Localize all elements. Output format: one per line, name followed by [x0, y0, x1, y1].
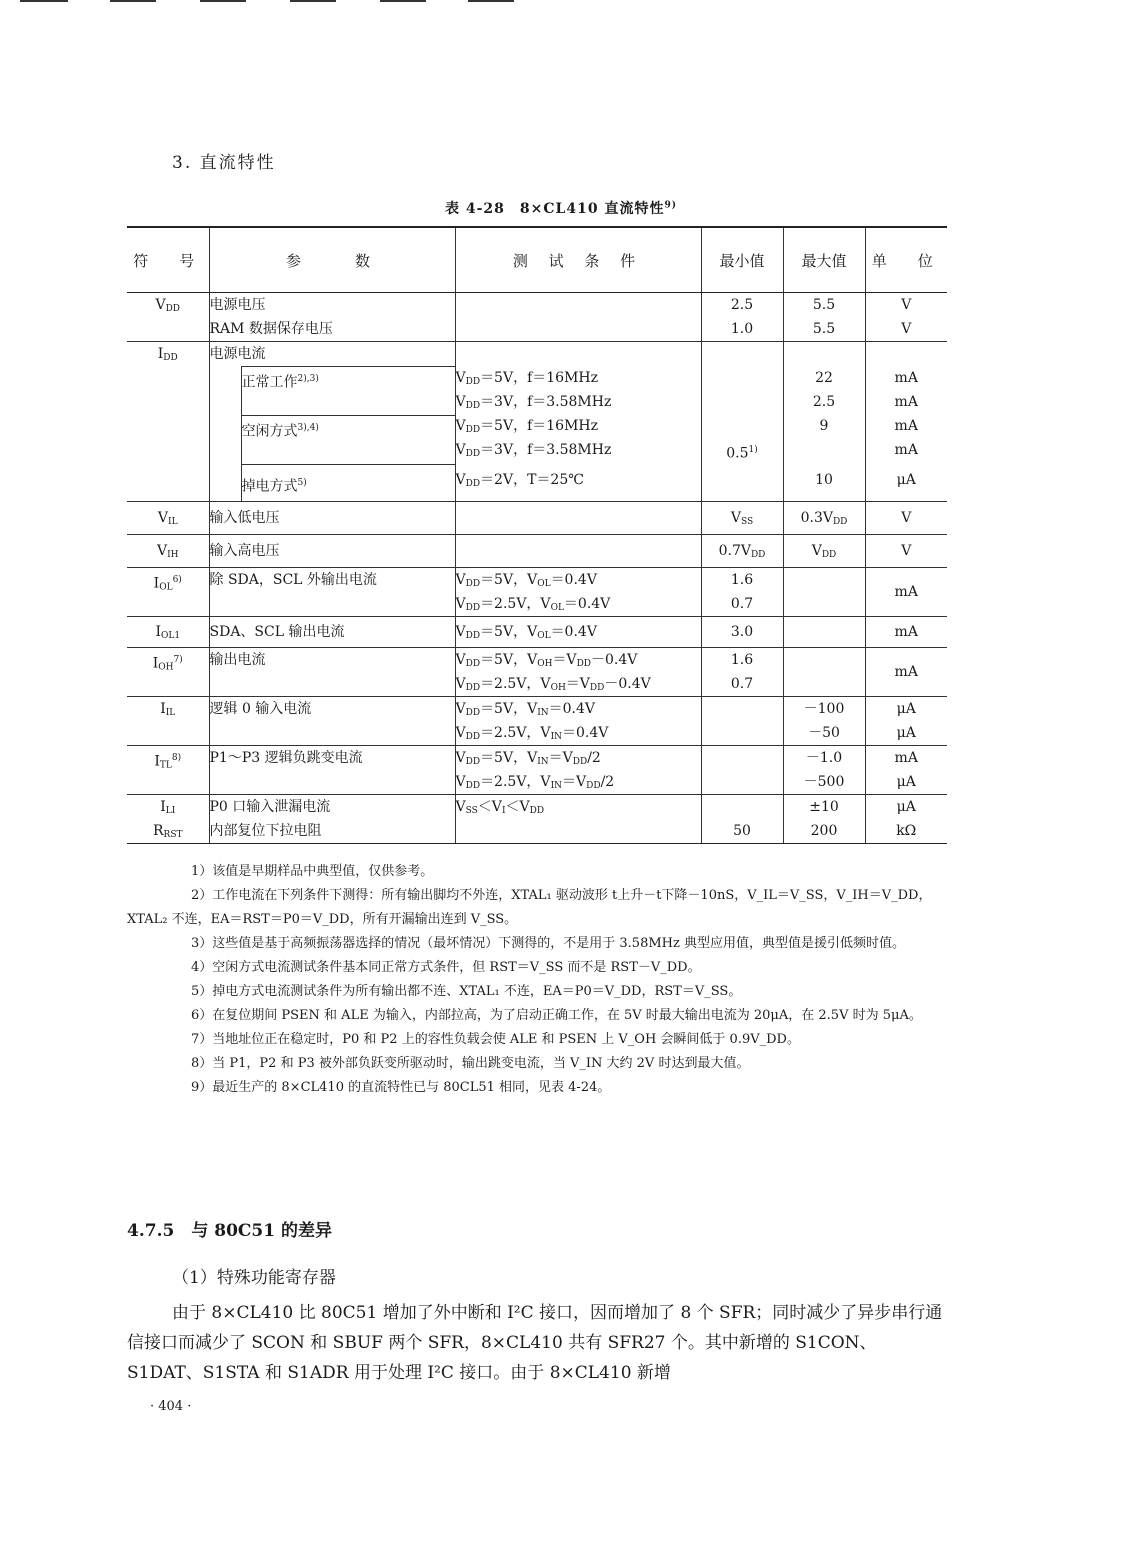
body-paragraph-text: 由于 8×CL410 比 80C51 增加了外中断和 I²C 接口，因而增加了 8 个 SFR；同时减少了异步串行通信接口而减少了 SCON 和 SBUF 两个 SFR，8×CL410 共有 SFR27 个。其中新增的 S1CON、S1DAT、S1STA 和 S1ADR 用于处理 I²C 接口。由于 8×CL410 新增: [127, 1303, 943, 1383]
cell-max: ±10 200: [783, 795, 865, 844]
cell-parameter: 逻辑 0 输入电流: [209, 697, 455, 746]
cell-symbol: $I_{OH}^{7)}$: [127, 648, 209, 697]
table-row: [127, 795, 947, 844]
cell-max: [783, 648, 865, 697]
cell-min: [701, 697, 783, 746]
cell-indent: [209, 416, 241, 465]
cell-condition: $V_{SS}<V_I<V_{DD}$: [455, 795, 701, 844]
table-row: [127, 697, 947, 746]
cell-max: 5.5 5.5: [783, 293, 865, 342]
cell-max: $0.3V_{DD}$: [783, 502, 865, 535]
table-caption: [0, 198, 1122, 218]
cell-unit: mA mA mA mA μA: [865, 342, 947, 502]
footnote: 4）空闲方式电流测试条件基本同正常方式条件，但 RST＝V_SS 而不是 RST－V_DD。: [191, 960, 701, 975]
scan-edge-mark: [380, 0, 426, 2]
table-row: [127, 617, 947, 648]
header-min: 最小值: [701, 227, 783, 293]
header-parameter: 参 数: [209, 227, 455, 293]
body-paragraph: [127, 1298, 949, 1388]
cell-max: $V_{DD}$: [783, 535, 865, 568]
cell-parameter: P1～P3 逻辑负跳变电流: [209, 746, 455, 795]
cell-condition: [455, 502, 701, 535]
footnote: 5）掉电方式电流测试条件为所有输出都不连、XTAL₁ 不连，EA＝P0＝V_DD，RST＝V_SS。: [191, 984, 742, 999]
footnote: 3）这些值是基于高频振荡器选择的情况（最坏情况）下测得的，不是用于 3.58MHz 典型应用值，典型值是援引低频时值。: [191, 936, 905, 951]
dc-characteristics-table: [127, 226, 947, 844]
paragraph-heading: （1）特殊功能寄存器: [172, 1268, 336, 1288]
cell-indent: [209, 465, 241, 502]
table-row: [127, 746, 947, 795]
cell-condition: $V_{DD}=5V$，f＝16MHz $V_{DD}=3V$，f＝3.58MHz $V_{DD}=5V$，f＝16MHz $V_{DD}=3V$，f＝3.58MHz $V_{DD}=2V$，T＝25℃: [455, 342, 701, 502]
cell-condition: $V_{DD}=5V$，$V_{OH}=V_{DD}-0.4V$ $V_{DD}=2.5V$，$V_{OH}=V_{DD}-0.4V$: [455, 648, 701, 697]
cell-unit: mA: [865, 617, 947, 648]
scan-edge-mark: [200, 0, 246, 2]
cell-condition: $V_{DD}=5V$，$V_{IN}=0.4V$ $V_{DD}=2.5V$，$V_{IN}=0.4V$: [455, 697, 701, 746]
header-max: 最大值: [783, 227, 865, 293]
cell-min: $V_{SS}$: [701, 502, 783, 535]
footnote: 8）当 P1，P2 和 P3 被外部负跃变所驱动时，输出跳变电流，当 V_IN 大约 2V 时达到最大值。: [191, 1056, 750, 1071]
table-row: [127, 293, 947, 342]
cell-parameter: 电源电流: [209, 342, 455, 367]
cell-symbol: $V_{IH}$: [127, 535, 209, 568]
cell-symbol: $I_{LI}$ $R_{RST}$: [127, 795, 209, 844]
cell-condition: $V_{DD}=5V$，$V_{OL}=0.4V$ $V_{DD}=2.5V$，$V_{OL}=0.4V$: [455, 568, 701, 617]
cell-unit: mA: [865, 568, 947, 617]
cell-indent: [209, 367, 241, 416]
cell-condition: [455, 535, 701, 568]
cell-condition: $V_{DD}=5V$，$V_{IN}=V_{DD}/2$ $V_{DD}=2.5V$，$V_{IN}=V_{DD}/2$: [455, 746, 701, 795]
cell-symbol: $V_{DD}$: [127, 293, 209, 342]
cell-parameter: 输出电流: [209, 648, 455, 697]
page-number: · 404 ·: [150, 1399, 192, 1414]
cell-min: [701, 746, 783, 795]
table-row: [127, 502, 947, 535]
header-test-condition: 测 试 条 件: [455, 227, 701, 293]
cell-min: 1.6 0.7: [701, 568, 783, 617]
cell-parameter: 空闲方式$^{3),4)}$: [241, 416, 455, 465]
cell-condition: $V_{DD}=5V$，$V_{OL}=0.4V$: [455, 617, 701, 648]
cell-unit: μA kΩ: [865, 795, 947, 844]
cell-min: $0.7V_{DD}$: [701, 535, 783, 568]
scan-edge-mark: [20, 0, 68, 2]
cell-max: [783, 568, 865, 617]
cell-max: 22 2.5 9 10: [783, 342, 865, 502]
footnote: 7）当地址位正在稳定时，P0 和 P2 上的容性负载会使 ALE 和 PSEN 上 V_OH 会瞬间低于 0.9V_DD。: [191, 1032, 800, 1047]
footnote: 2）工作电流在下列条件下测得：所有输出脚均不外连，XTAL₁ 驱动波形 t上升－t下降－10nS，V_IL＝V_SS，V_IH＝V_DD，XTAL₂ 不连，EA＝RST＝P0＝V_DD，所有开漏输出连到 V_SS。: [127, 888, 932, 927]
cell-min: 0.5$^{1)}$: [701, 342, 783, 502]
cell-unit: mA: [865, 648, 947, 697]
cell-min: 50: [701, 795, 783, 844]
cell-symbol: $I_{OL1}$: [127, 617, 209, 648]
cell-symbol: $I_{OL}^{6)}$: [127, 568, 209, 617]
table-row: [127, 648, 947, 697]
footnote: 9）最近生产的 8×CL410 的直流特性已与 80CL51 相同，见表 4-24。: [191, 1080, 611, 1095]
cell-symbol: $I_{DD}$: [127, 342, 209, 502]
header-symbol: 符 号: [127, 227, 209, 293]
table-caption-text: 表 4-28 8×CL410 直流特性: [445, 201, 665, 217]
cell-symbol: $V_{IL}$: [127, 502, 209, 535]
table-row: [127, 342, 947, 367]
footnote: 1）该值是早期样品中典型值，仅供参考。: [191, 864, 434, 879]
cell-max: [783, 617, 865, 648]
cell-parameter: P0 口输入泄漏电流 内部复位下拉电阻: [209, 795, 455, 844]
cell-max: －100 －50: [783, 697, 865, 746]
cell-max: －1.0 －500: [783, 746, 865, 795]
cell-parameter: 输入低电压: [209, 502, 455, 535]
table-header-row: [127, 227, 947, 293]
header-unit: 单 位: [865, 227, 947, 293]
table-caption-note: 9): [664, 200, 677, 211]
cell-condition: [455, 293, 701, 342]
cell-parameter: 除 SDA，SCL 外输出电流: [209, 568, 455, 617]
scan-edge-mark: [110, 0, 156, 2]
cell-symbol: $I_{TL}^{8)}$: [127, 746, 209, 795]
table-row: [127, 568, 947, 617]
table-footnotes: [127, 860, 949, 1100]
cell-unit: μA μA: [865, 697, 947, 746]
cell-min: 2.5 1.0: [701, 293, 783, 342]
cell-unit: V V: [865, 293, 947, 342]
cell-parameter: 输入高电压: [209, 535, 455, 568]
cell-parameter: 电源电压 RAM 数据保存电压: [209, 293, 455, 342]
cell-parameter: 正常工作$^{2),3)}$: [241, 367, 455, 416]
cell-unit: mA μA: [865, 746, 947, 795]
cell-min: 1.6 0.7: [701, 648, 783, 697]
table-row: [127, 535, 947, 568]
cell-parameter: SDA、SCL 输出电流: [209, 617, 455, 648]
cell-unit: V: [865, 535, 947, 568]
cell-unit: V: [865, 502, 947, 535]
cell-symbol: $I_{IL}$: [127, 697, 209, 746]
cell-min: 3.0: [701, 617, 783, 648]
section-title: 3. 直流特性: [172, 153, 276, 173]
subsection-heading: 4.7.5 与 80C51 的差异: [127, 1221, 333, 1241]
footnote: 6）在复位期间 PSEN 和 ALE 为输入，内部拉高，为了启动正确工作，在 5V 时最大输出电流为 20μA，在 2.5V 时为 5μA。: [191, 1008, 922, 1023]
cell-parameter: 掉电方式$^{5)}$: [241, 465, 455, 502]
scan-edge-mark: [290, 0, 336, 2]
scan-edge-mark: [468, 0, 514, 2]
